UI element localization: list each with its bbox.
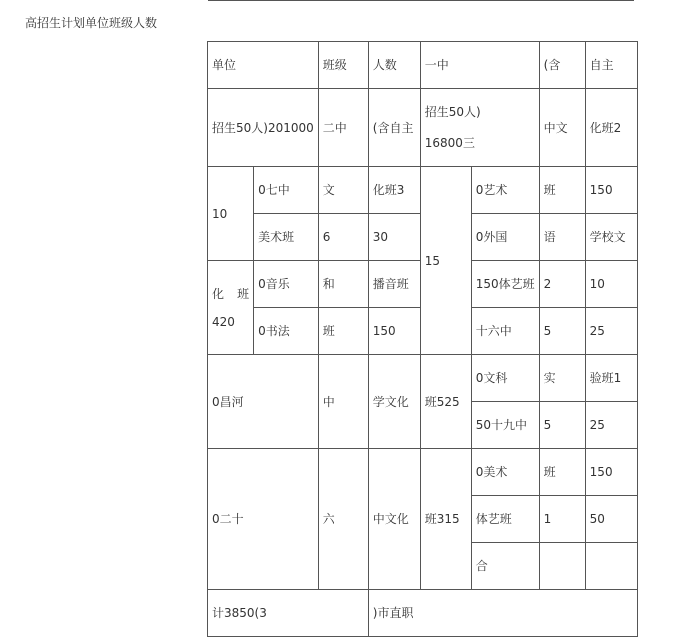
table-cell: 班 bbox=[539, 449, 585, 496]
table-cell-line: 16800三 bbox=[424, 135, 475, 150]
table-cell: 0美术 bbox=[471, 449, 539, 496]
table-cell: (含 bbox=[539, 42, 585, 89]
table-cell-text: 化 bbox=[212, 286, 225, 301]
table-cell: 50 bbox=[585, 496, 637, 543]
table-cell: 150体艺班 bbox=[471, 261, 539, 308]
table-cell: 150 bbox=[368, 308, 420, 355]
table-cell: 0二十 bbox=[208, 449, 319, 590]
table-cell: 1 bbox=[539, 496, 585, 543]
table-cell bbox=[208, 261, 254, 355]
table-cell: 合 bbox=[471, 543, 539, 590]
table-cell: 班525 bbox=[420, 355, 471, 449]
table-cell: 150 bbox=[585, 449, 637, 496]
table-cell: 0艺术 bbox=[471, 167, 539, 214]
table-cell: 语 bbox=[539, 214, 585, 261]
table-cell: 6 bbox=[318, 214, 368, 261]
table-cell: 30 bbox=[368, 214, 420, 261]
table-cell: 十六中 bbox=[471, 308, 539, 355]
table-row bbox=[208, 590, 638, 637]
table-cell: 和 bbox=[318, 261, 368, 308]
table-cell: 招生50人)201000 bbox=[208, 89, 319, 167]
table-cell: 2 bbox=[539, 261, 585, 308]
table-cell: (含自主 bbox=[368, 89, 420, 167]
table-cell: 0外国 bbox=[471, 214, 539, 261]
table-cell: 中文 bbox=[539, 89, 585, 167]
table-cell: 10 bbox=[208, 167, 254, 261]
table-cell: 25 bbox=[585, 308, 637, 355]
table-cell: 15 bbox=[420, 167, 471, 355]
table-cell-line bbox=[212, 285, 249, 303]
table-cell: 0音乐 bbox=[254, 261, 319, 308]
table-row bbox=[208, 42, 638, 89]
table-cell: 体艺班 bbox=[471, 496, 539, 543]
table-cell-line: 招生50人) bbox=[424, 104, 481, 119]
table-cell: 播音班 bbox=[368, 261, 420, 308]
table-cell: 0文科 bbox=[471, 355, 539, 402]
table-row bbox=[208, 89, 638, 167]
table-cell: 班 bbox=[539, 167, 585, 214]
table-cell-line: 420 bbox=[212, 314, 235, 329]
table-cell bbox=[539, 543, 585, 590]
table-cell: 班 bbox=[318, 308, 368, 355]
table-cell: 25 bbox=[585, 402, 637, 449]
table-cell: 计3850(3 bbox=[208, 590, 369, 637]
table-cell: 5 bbox=[539, 402, 585, 449]
table-cell: 单位 bbox=[208, 42, 319, 89]
table-cell: 10 bbox=[585, 261, 637, 308]
table-cell: 文 bbox=[318, 167, 368, 214]
table-cell: 中文化 bbox=[368, 449, 420, 590]
table-cell: 0昌河 bbox=[208, 355, 319, 449]
table-cell: 实 bbox=[539, 355, 585, 402]
table-cell: 自主 bbox=[585, 42, 637, 89]
table-cell: 中 bbox=[318, 355, 368, 449]
table-cell: 0书法 bbox=[254, 308, 319, 355]
page-heading: 高招生计划单位班级人数 bbox=[25, 16, 158, 30]
table-cell: 化班3 bbox=[368, 167, 420, 214]
table-cell: 人数 bbox=[368, 42, 420, 89]
table-cell: 验班1 bbox=[585, 355, 637, 402]
table-row bbox=[208, 355, 638, 402]
table-cell: 班级 bbox=[318, 42, 368, 89]
table-cell: 5 bbox=[539, 308, 585, 355]
table-cell bbox=[585, 543, 637, 590]
table-cell bbox=[420, 89, 539, 167]
table-cell: 一中 bbox=[420, 42, 539, 89]
table-cell: 0七中 bbox=[254, 167, 319, 214]
table-cell: 50十九中 bbox=[471, 402, 539, 449]
previous-table-fragment bbox=[208, 0, 634, 1]
table-cell: 二中 bbox=[318, 89, 368, 167]
table-row bbox=[208, 449, 638, 496]
table-cell: 150 bbox=[585, 167, 637, 214]
table-cell: 美术班 bbox=[254, 214, 319, 261]
table-cell: )市直职 bbox=[368, 590, 637, 637]
table-cell: 六 bbox=[318, 449, 368, 590]
table-cell: 学文化 bbox=[368, 355, 420, 449]
table-cell: 学校文 bbox=[585, 214, 637, 261]
enrollment-plan-table bbox=[207, 41, 638, 637]
table-cell: 化班2 bbox=[585, 89, 637, 167]
table-cell: 班315 bbox=[420, 449, 471, 590]
table-row bbox=[208, 167, 638, 214]
table-cell-text: 班 bbox=[237, 286, 250, 301]
